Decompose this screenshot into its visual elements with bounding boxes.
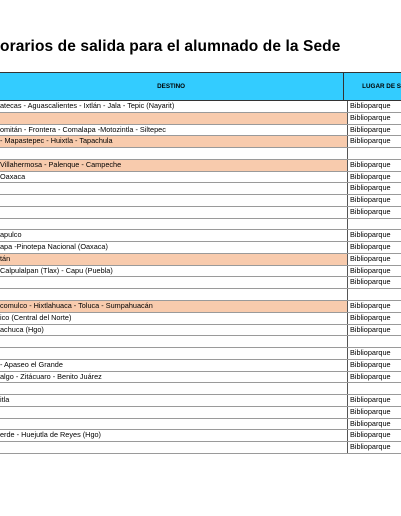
lugar-cell: Biblioparque xyxy=(350,324,391,334)
table-row xyxy=(0,207,401,219)
destino-cell xyxy=(0,183,348,194)
lugar-cell: Biblioparque xyxy=(350,265,391,275)
lugar-cell xyxy=(348,148,401,159)
destino-cell xyxy=(0,195,348,206)
lugar-cell: Biblioparque xyxy=(350,348,391,358)
table-row xyxy=(0,289,401,301)
destino-cell xyxy=(0,336,348,347)
table-row xyxy=(0,254,401,266)
destino-cell: erde - Huejutla de Reyes (Hgo) xyxy=(0,430,348,441)
lugar-cell: Biblioparque xyxy=(350,195,391,205)
lugar-cell: Biblioparque xyxy=(350,206,391,216)
table-row xyxy=(0,348,401,360)
table-row xyxy=(0,372,401,384)
destino-cell xyxy=(0,219,348,230)
table-row xyxy=(0,407,401,419)
destino-cell: omitán - Frontera - Comalapa -Motozintla - Siltepec xyxy=(0,125,348,136)
table-row xyxy=(0,160,401,172)
lugar-cell: Biblioparque xyxy=(348,254,401,265)
table-row xyxy=(0,136,401,148)
destino-cell xyxy=(0,289,348,300)
lugar-cell: Biblioparque xyxy=(350,242,391,252)
lugar-cell: Biblioparque xyxy=(350,277,391,287)
table-row xyxy=(0,430,401,442)
destino-cell xyxy=(0,442,348,453)
lugar-cell xyxy=(348,289,401,300)
destino-cell: atecas - Aguascalientes - Ixtlán - Jala - Tepic (Nayarit) xyxy=(0,101,348,112)
table-row xyxy=(0,195,401,207)
table-row xyxy=(0,242,401,254)
table-header xyxy=(0,72,401,101)
table-row xyxy=(0,125,401,137)
destino-cell: tán xyxy=(0,254,348,265)
destino-cell xyxy=(0,113,348,124)
table-row xyxy=(0,183,401,195)
table-row xyxy=(0,419,401,431)
destino-cell xyxy=(0,277,348,288)
table-row xyxy=(0,230,401,242)
destino-cell xyxy=(0,383,348,394)
schedule-table xyxy=(0,72,401,454)
lugar-cell: Biblioparque xyxy=(350,371,391,381)
lugar-cell xyxy=(348,383,401,394)
lugar-cell: Biblioparque xyxy=(348,160,401,171)
lugar-cell xyxy=(348,219,401,230)
lugar-cell xyxy=(348,336,401,347)
table-row xyxy=(0,101,401,113)
lugar-cell: Biblioparque xyxy=(348,301,401,312)
table-row xyxy=(0,395,401,407)
lugar-cell: Biblioparque xyxy=(350,101,391,110)
destino-cell: Oaxaca xyxy=(0,172,348,183)
destino-cell: apa -Pinotepa Nacional (Oaxaca) xyxy=(0,242,348,253)
destino-cell xyxy=(0,207,348,218)
table-row xyxy=(0,313,401,325)
table-row xyxy=(0,277,401,289)
lugar-cell: Biblioparque xyxy=(350,442,391,452)
destino-cell xyxy=(0,419,348,430)
destino-cell: - Mapastepec - Huixtla - Tapachula xyxy=(0,136,348,147)
destino-cell: Calpulalpan (Tlax) - Capu (Puebla) xyxy=(0,266,348,277)
lugar-cell: Biblioparque xyxy=(350,430,391,440)
lugar-cell: Biblioparque xyxy=(350,230,391,240)
table-row xyxy=(0,325,401,337)
destino-cell xyxy=(0,407,348,418)
destino-cell: itla xyxy=(0,395,348,406)
lugar-cell: Biblioparque xyxy=(350,312,391,322)
table-row xyxy=(0,266,401,278)
table-row xyxy=(0,360,401,372)
page-title: orarios de salida para el alumnado de la Sede xyxy=(0,38,341,55)
table-row xyxy=(0,148,401,160)
lugar-cell: Biblioparque xyxy=(350,171,391,181)
destino-cell xyxy=(0,148,348,159)
lugar-cell: Biblioparque xyxy=(348,113,401,124)
table-row xyxy=(0,219,401,231)
lugar-cell: Biblioparque xyxy=(350,406,391,416)
table-row xyxy=(0,113,401,125)
destino-cell: algo - Zitácuaro - Benito Juárez xyxy=(0,372,348,383)
destino-cell: apulco xyxy=(0,230,348,241)
table-row xyxy=(0,442,401,454)
destino-cell: - Apaseo el Grande xyxy=(0,360,348,371)
table-row xyxy=(0,383,401,395)
table-row xyxy=(0,336,401,348)
lugar-cell: Biblioparque xyxy=(350,183,391,193)
table-row xyxy=(0,172,401,184)
lugar-cell: Biblioparque xyxy=(350,418,391,428)
lugar-cell: Biblioparque xyxy=(350,359,391,369)
lugar-cell: Biblioparque xyxy=(350,124,391,134)
table-body xyxy=(0,101,401,454)
column-header-lugar: LUGAR DE S xyxy=(362,83,401,90)
column-header-destino: DESTINO xyxy=(0,73,344,100)
destino-cell: achuca (Hgo) xyxy=(0,325,348,336)
destino-cell: ico (Central del Norte) xyxy=(0,313,348,324)
lugar-cell: Biblioparque xyxy=(348,136,401,147)
lugar-cell: Biblioparque xyxy=(350,395,391,405)
table-row xyxy=(0,301,401,313)
destino-cell: Villahermosa - Palenque - Campeche xyxy=(0,160,348,171)
destino-cell xyxy=(0,348,348,359)
destino-cell: comulco - Hixtlahuaca - Toluca - Sumpahuacán xyxy=(0,301,348,312)
